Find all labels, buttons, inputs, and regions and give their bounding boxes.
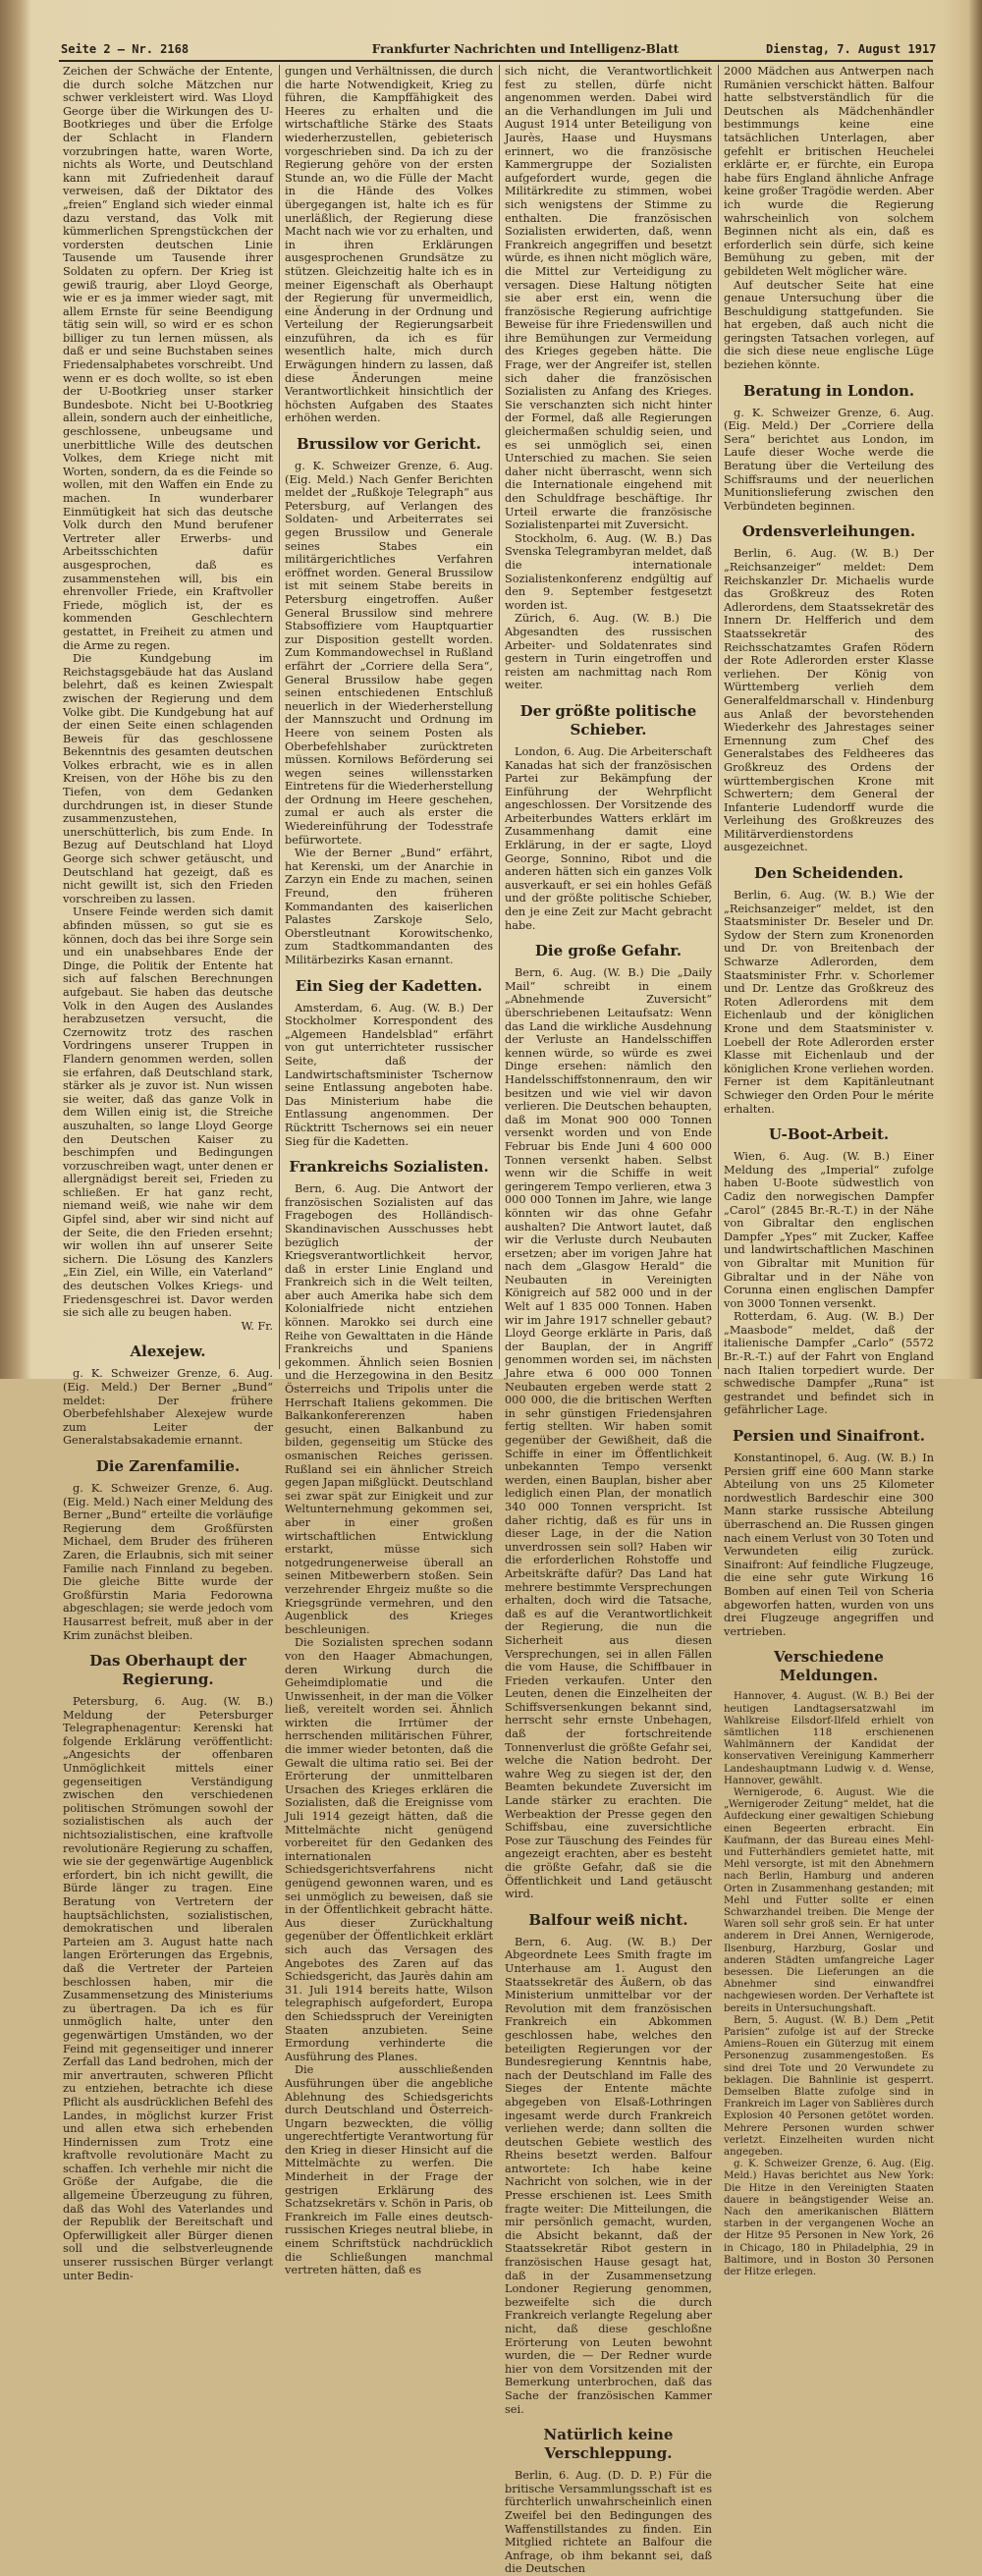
article-headline: Natürlich keine Verschleppung. [543, 2426, 674, 2463]
column-3 [505, 65, 712, 2576]
article-text: gungen und Verhältnissen, die durch die harte Notwendigkeit, Krieg zu führen, die Kampffähigkeit des Heeres zu erhalten und die wirtschaftliche Stärke des Staats wiederherzustellen, gebieterisch vorgeschrieben sind. Da ich zu der Regierung gehöre von der ersten Stunde an, wo die Fülle der Macht in die Hände des Volkes übergegangen ist, halte ich es für unerläßlich, der Regierung diese Macht nach wie vor zu erhalten, und in ihren Erklärungen ausgesprochenen Grundsätze zu stützen. Gleichzeitig halte ich es in meiner Eigenschaft als Oberhaupt der Regierung für unvermeidlich, eine Änderung in der Ordnung und Verteilung der Regierungsarbeit einzuführen, da ich es für wesentlich halte, mich durch Erwägungen hindern zu lassen, daß diese Änderungen meine Verantwortlichkeit hinsichtlich der höchsten Aufgaben des Staates erhöhen werden. [285, 65, 493, 425]
lead-article-text: Zeichen der Schwäche der Entente, die durch solche Mätzchen nur schwer verkleistert wird. Was Lloyd George über die Wirkungen des U-Bootkrieges und über die Erfolge der Schlacht in Flandern vorzubringen hatte, waren Worte, nichts als Worte, und Deutschland kann mit Zufriedenheit darauf verweisen, daß der Diktator des „freien“ England sich wieder einmal dazu verstand, das Volk mit kümmerlichen Sprengstückchen der vordersten deutschen Linie Tausende um Tausende ihrer Soldaten zu opfern. Der Krieg ist gewiß traurig, aber Lloyd George, wie er es ja immer wieder sagt, mit allem Ernste für seine Beendigung tätig sein will, so wird er es schon billiger zu tun lernen müssen, als daß er und seine Buchstaben seines Friedensalphabetes vorschreibt. Und wenn er es doch wollte, so ist eben der U-Bootkrieg unser starker Bundesbote. Nicht bei U-Bootkrieg allein, sondern auch der einheitliche, geschlossene, unbeugsame und unerbittliche Wille des deutschen Volkes, dem Kriege nicht mit Worten, sondern, da es die Feinde so wollen, mit den Waffen ein Ende zu machen. In wunderbarer Einmütigkeit hat sich das deutsche Volk durch den Mund berufener Vertreter aller Erwerbs- und Arbeitsschichten dafür ausgesprochen, daß es zusammenstehen will, bis ein ehrenvoller Friede, ein Kraftvoller Friede, möglich ist, der es kommenden Geschlechtern gestattet, in Freiheit zu atmen und die Arme zu regen. [63, 65, 273, 652]
article-text: Die Sozialisten sprechen sodann von den Haager Abmachungen, deren Wirkung durch die Geheimdiplomatie und die Unwissenheit, in der man die Völker ließ, vereitelt worden sei. Ähnlich wirkten die Irrtümer der herrschenden militärischen Führer, die immer wieder betonten, daß die Gewalt die ultima ratio sei. Bei der Erörterung der unmittelbaren Ursachen des Krieges erklären die Sozialisten, daß die Ereignisse vom Juli 1914 gezeigt hätten, daß die Mittelmächte nicht genügend vorbereitet für den Gedanken des internationalen Schiedsgerichtsverfahrens nicht genügend gewonnen waren, und es sei unmöglich zu beweisen, daß sie in der Öffentlichkeit gebracht hätte. Aus dieser Zurückhaltung gegenüber der Öffentlichkeit erklärt sich auch das Versagen des Angebotes des Zaren auf das Schiedsgericht, das Jaurès dahin am 31. Juli 1914 bereits hatte, Wilson telegraphisch aufgefordert, Europa den Schiedsspruch der Vereinigten Staaten anzubieten. Seine Ermordung verhinderte die Ausführung des Planes. [285, 1636, 493, 2063]
article-headline: Ein Sieg der Kadetten. [295, 976, 483, 995]
article-text: Petersburg, 6. Aug. (W. B.) Meldung der Petersburger Telegraphenagentur: Kerenski hat folgende Erklärung veröffentlicht: „Angesichts der offenbaren Unmöglichkeit mittels einer gegenseitigen Verständigung zwischen den verschiedenen politischen Strömungen sowohl der sozialistischen als auch der nichtsozialistischen, eine kraftvolle revolutionäre Regierung zu schaffen, wie sie der gegenwärtige Augenblick erfordert, bin ich nicht gewillt, die Bürde länger zu tragen. Eine Beratung von Vertretern der hauptsächlichsten, sozialistischen, demokratischen und liberalen Parteien am 3. August hatte nach langen Erörterungen das Ergebnis, daß die Vertreter der Parteien beschlossen haben, mir die Zusammensetzung des Ministeriums zu übertragen. Da ich es für unmöglich halte, unter den gegenwärtigen Umständen, wo der Feind mit gegenseitiger und innerer Zerfall das Land bedrohen, mich der mir anvertrauten, schweren Pflicht zu entziehen, betrachte ich diese Pflicht als ausdrücklichen Befehl des Landes, in möglichst kurzer Frist und allen etwa sich erhebenden Hindernissen zum Trotz eine kraftvolle revolutionäre Macht zu schaffen. Ich verhehle mir nicht die Größe der Aufgabe, die die allgemeine Überzeugung zu führen, daß das Wohl des Vaterlandes und der Republik der Bereitschaft und Opferwilligkeit aller Bürger dienen soll und die selbstverleugnende unserer russischen Bürger verlangt unter Bedin- [63, 1695, 273, 2282]
article-text: g. K. Schweizer Grenze, 6. Aug. (Eig. Meld.) Der Berner „Bund“ meldet: Der frühere Oberbefehlshaber Alexejew wurde zum Leiter der Generalstabsakademie ernannt. [63, 1367, 273, 1448]
article-text: Wie der Berner „Bund“ erfährt, hat Kerenski, um der Anarchie in Zarzyn ein Ende zu machen, seinen Freund, den früheren Kommandanten des kaiserlichen Palastes Zarskoje Selo, Oberstleutnant Korowitschenko, zum Stadtkommandanten des Militärbezirks Kasan ernannt. [285, 847, 493, 966]
newspaper-title: Frankfurter Nachrichten und Intelligenz-Blatt [371, 42, 680, 56]
article-text: Bern, 6. Aug. (W. B.) Der Abgeordnete Lees Smith fragte im Unterhause am 1. August den Staatssekretär des Äußern, ob das Ministerium unmittelbar vor der Revolution mit dem französischen Frankreich ein Abkommen geschlossen habe, welches den beteiligten Regierungen vor der Bundesregierung Kenntnis habe, nach der Deutschland im Falle des Sieges der Entente mächte abgegeben von Elsaß-Lothringen ingesamt werde durch Frankreich verliehen werde; dann sollten die deutschen Gebiete westlich des Rheins besetzt werden. Balfour antwortete: Ich habe keine Nachricht von solchen, wie in der Presse erschienen ist. Lees Smith fragte weiter: Die Mitteilungen, die mir persönlich gemacht, wurden, die Absicht bekannt, daß der Staatssekretär Ribot gestern in französischen Hause gesagt hat, daß in der Zusammensetzung Londoner Regierung genommen, bezweifelte sich die durch Frankreich verlangte Regelung aber nicht, daß diese geschloßne Erörterung von Leuten bewohnt wurden, die — Der Redner wurde hier von dem Vorsitzenden mit der Bemerkung unterbrochen, daß das Sache der französischen Kammer sei. [505, 1935, 712, 2416]
issue-date: Dienstag, 7. August 1917 [766, 42, 937, 56]
header-rule [59, 60, 933, 62]
author-signature: W. Fr. [241, 1319, 273, 1333]
article-text: Bern, 6. Aug. Die Antwort der französischen Sozialisten auf das Fragebogen des Holländisch-Skandinavischen Ausschusses hebt bezüglich der Kriegsverantwortlichkeit hervor, daß in erster Linie England und Frankreich sich in die Welt teilten, aber auch Amerika habe sich dem Kolonialfriede nicht entziehen können. Marokko sei durch eine Reihe von Gewalttaten in die Hände Frankreichs und Spaniens gekommen. Ähnlich seien Bosnien und die Herzegowina in den Besitz Österreichs und Tripolis unter die Herrschaft Italiens gekommen. Die Balkankonfererenzen haben gesucht, einen Balkanbund zu bilden, gegenseitig um Stücke des osmanischen Reiches gerissen. Rußland sei ein ähnlicher Streich gegen Japan mißglückt. Deutschland sei zwar spät zur Einigkeit und zur Weltunternehmung gekommen sei, aber in einer großen wirtschaftlichen Entwicklung erstarkt, müsse sich notgedrungenerweise überall an seinen Mitbewerbern stoßen. Sein verzehrender Ehrgeiz mußte so die Kriegsgründe vermehren, und den Augenblick des Krieges beschleunigen. [285, 1182, 493, 1636]
article-text: Amsterdam, 6. Aug. (W. B.) Der Stockholmer Korrespondent des „Algemeen Handelsblad“ erfährt von gut unterrichteter russischer Seite, daß der Landwirtschaftsminister Tschernow seine Entlassung angeboten habe. Das Ministerium habe die Entlassung angenommen. Der Rücktritt Tschernows sei ein neuer Sieg für die Kadetten. [285, 1001, 493, 1148]
article-text: Berlin, 6. Aug. (W. B.) Wie der „Reichsanzeiger“ meldet, ist den Staatsminister Dr. Beseler und Dr. Sydow der Stern zum Kronenorden und Dr. von Breitenbach der Schwarze Adlerorden, dem Staatsminister Frhr. v. Schorlemer und Dr. Lentze das Großkreuz des Roten Adlerordens mit dem Eichenlaub und der königlichen Krone und dem Staatsminister v. Loebell der Rote Adlerorden erster Klasse mit Eichenlaub und der königlichen Krone verliehen worden. Ferner ist dem Kapitänleutnant Schwieger den Orden Pour le mérite erhalten. [724, 889, 934, 1116]
article-headline: Beratung in London. [742, 381, 915, 400]
article-text: Die ausschließenden Ausführungen über die angebliche Ablehnung des Schiedsgerichts durch Deutschland und Österreich-Ungarn bezweckten, die völlig ungerechtfertigte Verantwortung für den Krieg in dieser Hinsicht auf die Mittelmächte zu werfen. Die Minderheit in der Frage der gestrigen Erklärung des Schatzsekretärs v. Schön in Paris, ob Frankreich im Falle eines deutsch-russischen Krieges neutral bliebe, in einem Schriftstück nachdrücklich die Schließungen manchmal vertreten hätten, daß es [285, 2063, 493, 2277]
column-rule [718, 65, 719, 1369]
column-2 [285, 65, 493, 2277]
article-text: Berlin, 6. Aug. (W. B.) Der „Reichsanzeiger“ meldet: Dem Reichskanzler Dr. Michaelis wurde das Großkreuz des Roten Adlerordens, dem Staatssekretär des Innern Dr. Helfferich und dem Staatssekretär des Reichsschatzamtes Grafen Rödern der Rote Adlerorden erster Klasse verliehen. Der König von Württemberg verlieh dem Generalfeldmarschall v. Hindenburg aus Anlaß der bevorstehenden Wiederkehr des Jahrestages seiner Ernennung zum Chef des Generalstabes des Feldheeres das Großkreuz des Ordens der württembergischen Krone mit Schwertern; dem General der Infanterie Ludendorff wurde die Verleihung des Großkreuzes des Militärverdienstordens ausgezeichnet. [724, 547, 934, 854]
article-headline: Ordensverleihungen. [741, 522, 916, 541]
article-headline: Das Oberhaupt der Regierung. [89, 1652, 246, 1689]
article-headline: Die Zarenfamilie. [95, 1456, 241, 1475]
article-text: 2000 Mädchen aus Antwerpen nach Rumänien verschickt hätten. Balfour hatte selbstverständlich für die Deutschen als Mädchenhändler bestimmungs keine eine tatsächlichen Unterlagen, aber gefehlt er britischen Heuchelei erklärte er, er fürchte, ein Europa habe fürs England ähnliche Anfrage keine großer Tragödie werden. Aber ich wurde die Regierung wahrscheinlich von solchem Beginnen nicht als ein, daß es erforderlich sein dürfe, sich keine Bemühung zu geben, mit der gebildeten Welt möglicher wäre. [724, 65, 934, 278]
page-number: Seite 2 — Nr. 2168 [61, 42, 190, 56]
article-headline: Den Scheidenden. [754, 864, 903, 883]
article-text: Hannover, 4. August. (W. B.) Bei der heutigen Landtagsersatzwahl im Wahlkreise Eilsdorf-Ilfeld erhielt von sämtlichen 118 erschienenen Wahlmännern der Kandidat der konservativen Vereinigung Kammerherr Landeshauptmann Ludwig v. d. Wense, Hannover, gewählt. [724, 1691, 934, 1786]
article-headline: Alexejew. [130, 1343, 206, 1361]
article-text: Bern, 5. August. (W. B.) Dem „Petit Parisien“ zufolge ist auf der Strecke Amiens–Rouen ein Güterzug mit einem Personenzug zusammengestoßen. Es sind drei Tote und 20 Verwundete zu beklagen. Die Bahnlinie ist gesperrt. Demselben Blatte zufolge sind in Frankreich im Lager von Sablières durch Explosion 40 Personen getötet worden. Mehrere Personen wurden schwer verletzt. Einzelheiten wurden nicht angegeben. [724, 2014, 934, 2159]
article-headline: Balfour weiß nicht. [528, 1910, 688, 1929]
article-text: Rotterdam, 6. Aug. (W. B.) Der „Maasbode“ meldet, daß der italienische Dampfer „Carlo“ (5572 Br.-R.-T.) auf der Fahrt von England nach Italien torpediert wurde. Der schwedische Dampfer „Runa“ ist gestrandet und befindet sich in gefährlicher Lage. [724, 1310, 934, 1417]
column-1 [63, 65, 273, 2282]
lead-article-text: Unsere Feinde werden sich damit abfinden müssen, so gut sie es können, doch das bei ihre Sorge sein und ein unabsehbares Ende der Dinge, die Politik der Entente hat sich auf falschen Berechnungen aufgebaut. Sie haben das deutsche Volk in den Augen des Auslandes herabzusetzen versucht, die Czernowitz trotz des raschen Vordringens unserer Truppen in Flandern genommen werden, sollen sie erfahren, daß Deutschland stark, stärker als je zuvor ist. Nun wissen sie weiter, daß das ganze Volk in dem Willen einig ist, die Streiche auszuhalten, so lange Lloyd George den Deutschen Kaiser zu beschimpfen und Bedingungen vorzuschreiben wagt, unter denen er allergnädigst bereit sei, Frieden zu schließen. Er hat ganz recht, niemand weiß, wie nahe wir dem Gipfel sind, aber wir sind nicht auf der Seite, die den Frieden ersehnt; wir wollen ihn auf unserer Seite sichern. Die Lösung des Kanzlers „Ein Ziel, ein Wille, ein Vaterland“ des deutschen Volkes Kriegs- und Friedensgeschrei ist. Davor werden sie sich alle zu beugen haben. [63, 905, 273, 1320]
article-headline: Brussilow vor Gericht. [297, 435, 481, 454]
article-headline: Der größte politische Schieber. [519, 701, 697, 739]
column-rule [499, 65, 500, 1369]
lead-article-text: Die Kundgebung im Reichstagsgebäude hat das Ausland belehrt, daß es keinen Zwiespalt zwischen der Regierung und dem Volke gibt. Die Kundgebung hat auf der einen Seite einen schlagenden Beweis für das geschlossene Bekenntnis des gesamten deutschen Volkes erbracht, wie es in allen Kreisen, von der Höhe bis zu den Tiefen, von dem Gedanken durchdrungen ist, in dieser Stunde zusammenzustehen, unerschütterlich, bis zum Ende. In Bezug auf Deutschland hat Lloyd George sich schwer getäuscht, und Deutschland hat gezeigt, daß es nicht gewillt ist, sich den Frieden vorschreiben zu lassen. [63, 652, 273, 905]
article-text: g. K. Schweizer Grenze, 6. Aug. (Eig. Meld.) Nach einer Meldung des Berner „Bund“ erteilte die vorläufige Regierung dem Großfürsten Michael, dem Bruder des früheren Zaren, die Erlaubnis, sich mit seiner Familie nach Finnland zu begeben. Die gleiche Bitte wurde der Großfürstin Maria Fedorowna abgeschlagen; sie werde jedoch vom Hausarrest befreit, muß aber in der Krim zunächst bleiben. [63, 1481, 273, 1642]
article-text: London, 6. Aug. Die Arbeiterschaft Kanadas hat sich der französischen Partei zur Bekämpfung der Einführung der Wehrpflicht angeschlossen. Der Vorsitzende des Arbeiterbundes Watters erklärt im Zusammenhang damit eine Erklärung, in der er sagte, Lloyd George, Sonnino, Ribot und die anderen hätten sich ein ganzes Volk ausverkauft, er sei ein hohles Gefäß und der größte politische Schieber, den je eine Zeit zur Macht gebracht habe. [505, 744, 712, 932]
article-text: Berlin, 6. Aug. (D. D. P.) Für die britische Versammlungsschaft ist es fürchterlich unwahrscheinlich einen Zweifel bei den Bedingungen des Waffenstillstandes zu finden. Ein Mitglied richtete an Balfour die Anfrage, ob ihm bekannt sei, daß die Deutschen [505, 2469, 712, 2576]
article-headline: Verschiedene Meldungen. [774, 1648, 884, 1685]
article-text: sich nicht, die Verantwortlichkeit fest zu stellen, dürfe nicht angenommen werden. Dabei wird an die Verhandlungen im Juli und August 1914 unter Beteiligung von Jaurès, Haase und Huysmans erinnert, wo die französische Kammergruppe der Sozialisten aufgefordert wurde, gegen die Militärkredite zu stimmen, wobei sich wenigstens der Stimme zu enthalten. Die französischen Sozialisten erwiderten, daß, wenn Frankreich angegriffen und besetzt würde, es ihnen nicht möglich wäre, die Mittel zur Verteidigung zu versagen. Diese Haltung nötigten sie aber erst ein, wenn die französische Regierung aufrichtige Beweise für ihre Friedenswillen und ihre Bemühungen zur Vermeidung des Krieges gegeben hätte. Die Frage, wer der Angreifer ist, stellen sich daher die französischen Sozialisten zu Anfang des Krieges. Sie verschanzten sich nicht hinter der Formel, daß alle Regierungen gleichermaßen schuldig seien, und es sei unmöglich sei, einen Unterschied zu machen. Sie seien daher nicht überrascht, wenn sich die Internationale eingehend mit den Schuldfrage beschäftige. Ihr Urteil erwarte die französische Sozialistenpartei mit Zuversicht. [505, 65, 712, 532]
article-text: Stockholm, 6. Aug. (W. B.) Das Svenska Telegrambyran meldet, daß die internationale Sozialistenkonferenz endgültig auf den 9. September festgesetzt worden ist. [505, 531, 712, 612]
page-edge-shadow [968, 0, 982, 1379]
article-headline: Frankreichs Sozialisten. [289, 1158, 489, 1177]
article-text: g. K. Schweizer Grenze, 6. Aug. (Eig. Meld.) Havas berichtet aus New York: Die Hitze in den Vereinigten Staaten dauere in beängstigender Weise an. Nach den amerikanischen Blättern starben in der vergangenen Woche an der Hitze 95 Personen in New York, 26 in Chicago, 180 in Philadelphia, 29 in Baltimore, und in Boston 30 Personen der Hitze erlegen. [724, 2159, 934, 2278]
article-headline: Persien und Sinaifront. [733, 1427, 925, 1446]
column-4 [724, 65, 934, 2278]
article-text: Auf deutscher Seite hat eine genaue Untersuchung über die Beschuldigung stattgefunden. Sie hat ergeben, daß auch nicht die geringsten Tatsachen vorlegen, auf die sich diese neue englische Lüge beziehen könnte. [724, 278, 934, 372]
article-text: Wien, 6. Aug. (W. B.) Einer Meldung des „Imperial“ zufolge haben U-Boote südwestlich von Cadiz den norwegischen Dampfer „Carol“ (2845 Br.-R.-T.) in der Nähe von Gibraltar den englischen Dampfer „Ypes“ mit Zucker, Kaffee und landwirtschaftlichen Maschinen von Gibraltar mit Munition für Gibraltar und in der Nähe von Corunna einen englischen Dampfer von 3000 Tonnen versenkt. [724, 1150, 934, 1310]
binding-shadow [0, 0, 31, 1379]
article-text: g. K. Schweizer Grenze, 6. Aug. (Eig. Meld.) Der „Corriere della Sera“ berichtet aus London, im Laufe dieser Woche werde die Beratung über die Verteilung des Schiffsraums und der neuerlichen Munitionslieferung zwischen den Verbündeten beginnen. [724, 406, 934, 513]
article-headline: Die große Gefahr. [534, 942, 682, 960]
article-text: Zürich, 6. Aug. (W. B.) Die Abgesandten des russischen Arbeiter- und Soldatenrates sind gestern in Turin eingetroffen und reisten am nachmittag nach Rom weiter. [505, 612, 712, 692]
article-text: Bern, 6. Aug. (W. B.) Die „Daily Mail“ schreibt in einem „Abnehmende Zuversicht“ überschriebenen Leitaufsatz: Wenn das Land die wirkliche Ausdehnung der Verluste an Handelsschiffen kennen würde, so würde es zwei Dinge ersehen: nämlich den Handelsschiffstonnenraum, den wir besitzen und wie viel wir davon verlieren. Die Deutschen behaupten, daß im Monat 900 000 Tonnen versenkt worden und von Ende Februar bis Ende Juni 4 600 000 Tonnen versenkt haben. Selbst wenn wir die Schiffe in weit geringerem Tempo verlieren, etwa 3 000 000 Tonnen im Jahre, wie lange könnten wir das ohne Gefahr aushalten? Die Antwort lautet, daß wir die Verluste durch Neubauten ersetzen; aber im vorigen Jahre hat nach dem „Glasgow Herald“ die Neubauten in Vereinigten Königreich auf 582 000 und in der Welt auf 1 835 000 Tonnen. Haben wir im Jahre 1917 schneller gebaut? Lloyd George erklärte in Paris, daß der Bauplan, der in Angriff genommen worden sei, im nächsten Jahre etwa 6 000 000 Tonnen Neubauten ergeben werde statt 2 000 000, die die britischen Werften in sehr günstigen Friedensjahren fertig stellten. Wir haben somit gegenüber der Gewißheit, daß die Schiffe in einer im Öffentlichkeit unbekannten Tempo versenkt werden, einen Bauplan, bisher aber lediglich einen Plan, der monatlich 340 000 Tonnen verspricht. Ist daher richtig, daß es für uns in dieser Lage, in der die Nation unverdrossen sein soll? Haben wir die erforderlichen Rohstoffe und Arbeitskräfte dafür? Das Land hat mehrere bestimmte Versprechungen erhalten, doch wird die Tatsache, daß es auf die Verantwortlichkeit der Regierung, die nun die Sicherheit aus diesen Versprechungen, sei in allen Fällen die vom Hause, die Schiffbauer in Frieden verkaufen. Unter den Leuten, denen die Einzelheiten der Schiffsversenkungen bekannt sind, herrscht sehr ernste Unbehagen, daß der fortschreitende Tonnenverlust die größte Gefahr sei, welche die Nation bedroht. Der wahre Weg zu siegen ist der, den Beamten bekundete Zuversicht im Lande stärker zu erachten. Die Werbeaktion der Presse gegen den Schiffsbau, eine zuversichtliche Pose zur Täuschung des Feindes für angezeigt erachten, aber es besteht die größte Gefahr, daß sie die Öffentlichkeit und Land getäuscht wird. [505, 966, 712, 1901]
column-rule [279, 65, 280, 1369]
article-text: Konstantinopel, 6. Aug. (W. B.) In Persien griff eine 600 Mann starke Abteilung von uns 25 Kilometer nordwestlich Bardeschir eine 300 Mann starke russische Abteilung überraschend an. Die Russen gingen nach einem Verlust von 30 Toten und Verwundeten eilig zurück. Sinaifront: Auf feindliche Flugzeuge, die eine sehr gute Wirkung 16 Bomben auf einen Teil von Scheria abgeworfen hatten, wurden von uns drei Flugzeuge angegriffen und vertrieben. [724, 1452, 934, 1638]
article-text: g. K. Schweizer Grenze, 6. Aug. (Eig. Meld.) Nach Genfer Berichten meldet der „Rußkoje Telegraph“ aus Petersburg, auf Verlangen des Soldaten- und Arbeiterrates sei gegen Brussilow und Generale seines Stabes ein militärgerichtliches Verfahren eröffnet worden. General Brussilow ist mit seinem Stabe bereits in Petersburg eingetroffen. Außer General Brussilow sind mehrere Stabsoffiziere vom Hauptquartier zur Disposition gestellt worden. Zum Kommandowechsel in Rußland erfährt der „Corriere della Sera“, General Brussilow habe gegen seinen entschiedenen Entschluß neuerlich in der Wiederherstellung der Mannszucht und Ordnung im Heere von seinem Posten als Oberbefehlshaber zurücktreten müssen. Kornilows Beförderung sei wegen seines willensstarken Eintretens für die Wiederherstellung der Ordnung im Heere geschehen, zumal er auch als erster die Wiedereinführung der Todesstrafe befürwortete. [285, 460, 493, 847]
article-text: Wernigerode, 6. August. Wie die „Wernigeroder Zeitung“ meldet, hat die Aufdeckung einer gewaltigen Schiebung einen Begeerten erbracht. Ein Kaufmann, der das Bureau eines Mehl- und Futterhändlers gemietet hatte, mit Mehl versorgte, ist mit den Abnehmern nach Berlin, Hamburg und anderen Orten in Zusammenhang gestanden; mit Mehl und Futter sollte er einen Schwarzhandel treiben. Die Menge der Waren soll sehr groß sein. Er hat unter anderem in Drei Annen, Wernigerode, Ilsenburg, Harzburg, Goslar und anderen Städten umfangreiche Lager besessen. Die Lieferungen an die Abnehmer sind einwandfrei nachgewiesen worden. Der Verhaftete ist bereits in Untersuchungshaft. [724, 1786, 934, 2014]
article-headline: U-Boot-Arbeit. [768, 1125, 890, 1144]
